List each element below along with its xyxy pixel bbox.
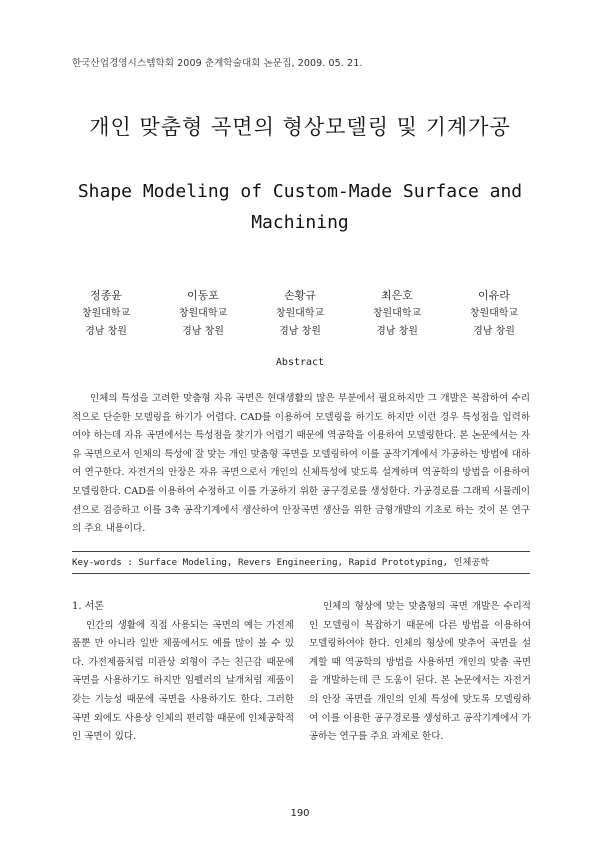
author-location: 경남 창원	[279, 326, 321, 337]
abstract-heading: Abstract	[275, 357, 325, 368]
author-name: 손황규	[284, 289, 316, 302]
author-affiliation: 창원대학교	[372, 308, 422, 319]
author-list	[60, 287, 540, 341]
abstract-body: 인체의 특성을 고려한 맞춤형 자유 곡면은 현대생활의 많은 부분에서 필요하지만 그 개발은 복잡하여 수리적으로 단순한 모델링을 하기가 어렵다. CAD를 이용하여 모델링을 하기도 하지만 이런 경우 특성점을 입력하여야 하는데 자유 곡면에서는 특성점을 찾기가 어렵기 때문에 역공학을 이용하여 모델링한다. 본 논문에서는 자유 곡면으로서 인체의 특성에 잘 맞는 개인 맞춤형 곡면을 모델링하여 이를 공작기계에서 가공하는 방법에 대하여 연구한다. 자전거의 안장은 자유 곡면으로서 개인의 신체특성에 맞도록 설계하며 역공학의 방법을 이용하여 모델링한다. CAD를 이용하여 수정하고 이를 가공하기 위한 공구경로를 생성한다. 가공경로를 그래픽 시뮬레이션으로 검증하고 이를 3축 공작기계에서 생산하여 안장곡면 생산을 위한 금형개발의 기초로 하는 것이 본 연구의 주요 내용이다.	[72, 393, 530, 535]
title-english: Shape Modeling of Custom-Made Surface and Machining	[77, 181, 523, 233]
keywords-korean-term: 인체공학	[453, 557, 490, 568]
author-name: 최은호	[381, 289, 413, 302]
author-location: 경남 창원	[85, 326, 127, 337]
keywords-rule-bottom	[72, 573, 530, 574]
author-affiliation: 창원대학교	[81, 308, 131, 319]
author-block	[60, 287, 152, 341]
author-location: 경남 창원	[473, 326, 515, 337]
running-head: 한국산업경영시스템학회 2009 춘계학술대회 논문집, 2009. 05. 21.	[72, 58, 363, 69]
author-block	[157, 287, 249, 341]
author-block	[254, 287, 346, 341]
body-paragraph: 인간의 생활에 직접 사용되는 곡면의 예는 가전제품뿐 만 아니라 일반 제품에서도 예를 많이 볼 수 있다. 가전제품처럼 미관상 외형이 주는 친근감 때문에 곡면을 사용하기도 하지만 임펠러의 날개처럼 제품이 갖는 기능성 때문에 곡면을 사용하기도 한다. 그러한 곡면 외에도 사용상 인체의 편리함 때문에 인체공학적인 곡면이 있다.	[72, 619, 294, 743]
author-location: 경남 창원	[182, 326, 224, 337]
author-block	[351, 287, 443, 341]
keywords-label: Key-words : Surface Modeling, Revers Engineering, Rapid Prototyping,	[72, 557, 454, 568]
author-affiliation: 창원대학교	[178, 308, 228, 319]
author-name: 정종윤	[90, 289, 122, 302]
section-heading: 1. 서론	[72, 601, 105, 612]
title-korean: 개인 맞춤형 곡면의 형상모델링 및 기계가공	[89, 115, 511, 139]
author-name: 이동포	[187, 289, 219, 302]
author-name: 이유라	[478, 289, 510, 302]
author-affiliation: 창원대학교	[275, 308, 325, 319]
author-affiliation: 창원대학교	[469, 308, 519, 319]
author-location: 경남 창원	[376, 326, 418, 337]
keywords-line	[72, 554, 542, 568]
body-column-left	[72, 598, 294, 747]
page-number: 190	[290, 808, 310, 819]
keywords-rule-top	[72, 551, 530, 552]
author-block	[448, 287, 540, 341]
body-paragraph: 인체의 형상에 맞는 맞춤형의 곡면 개발은 수리적인 모델링이 복잡하기 때문에 다른 방법을 이용하여 모델링하여야 한다. 인체의 형상에 맞추어 곡면을 설계할 때 역공학의 방법을 사용하면 개인의 맞춤 곡면을 개발하는데 큰 도움이 된다. 본 논문에서는 자전거의 안장 곡면을 개인의 인체 특성에 맞도록 모델링하여 이를 이용한 공구경로를 생성하고 공작기계에서 가공하는 연구를 주요 과제로 한다.	[309, 601, 531, 743]
body-column-right	[309, 598, 531, 747]
